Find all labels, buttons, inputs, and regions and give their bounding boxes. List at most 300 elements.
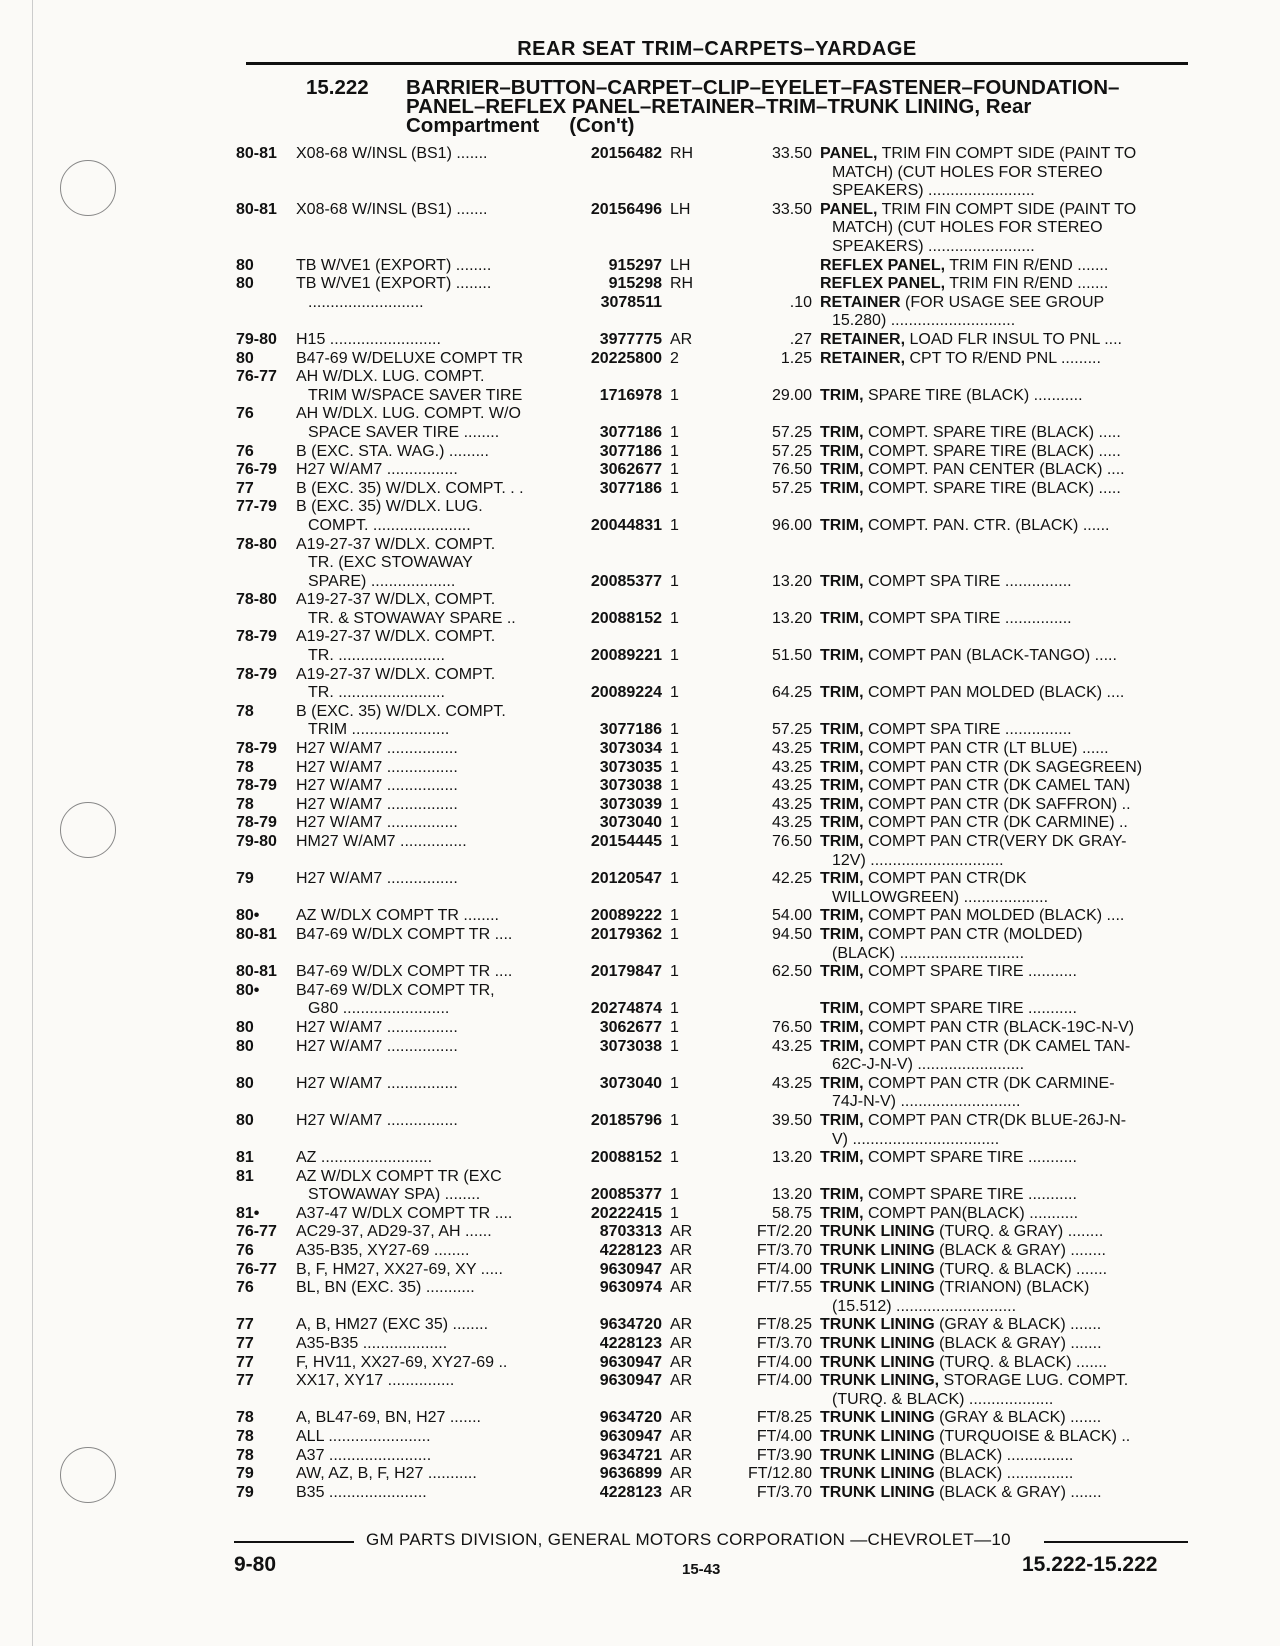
description-text: COMPT PAN CTR (BLACK-19C-N-V) — [863, 1018, 1135, 1036]
table-row — [236, 666, 1188, 685]
model-line: H27 W/AM7 ................ — [296, 795, 458, 813]
description-cell — [820, 1484, 1188, 1503]
item-name: TRUNK LINING — [820, 1316, 935, 1334]
item-name: TRIM, — [820, 907, 864, 925]
item-name: TRUNK LINING — [820, 1353, 935, 1371]
description-line — [820, 331, 1188, 350]
year-cell: 78 — [236, 1409, 254, 1427]
description-text: COMPT PAN CTR (DK CARMINE- — [863, 1074, 1115, 1092]
part-number-cell: 8703313 — [599, 1223, 662, 1241]
table-row — [236, 721, 1188, 740]
description-line — [820, 145, 1188, 164]
item-name: TRUNK LINING — [820, 1223, 935, 1241]
footer-rule-right — [1044, 1541, 1188, 1543]
model-cell — [296, 1484, 571, 1503]
quantity-cell: 1 — [670, 386, 679, 404]
model-line: COMPT. ...................... — [308, 516, 471, 534]
price-cell: FT/3.90 — [756, 1446, 812, 1464]
price-cell: FT/3.70 — [756, 1242, 812, 1260]
description-line — [820, 461, 1188, 480]
description-cell — [820, 1261, 1188, 1280]
description-cell — [820, 1000, 1188, 1019]
model-cell — [296, 740, 571, 759]
description-line: (15.512) ........................... — [832, 1297, 1017, 1315]
model-cell — [296, 145, 571, 164]
quantity-cell: 1 — [670, 609, 679, 627]
description-line: MATCH) (CUT HOLES FOR STEREO — [832, 219, 1103, 237]
description-cell — [820, 1428, 1188, 1447]
description-cell — [820, 1372, 1188, 1409]
model-line: A37-47 W/DLX COMPT TR .... — [296, 1204, 513, 1222]
model-line: H15 ......................... — [296, 330, 441, 348]
year-cell: 77-79 — [236, 498, 277, 516]
description-text: COMPT PAN MOLDED (BLACK) .... — [863, 907, 1125, 925]
year-cell: 78 — [236, 1446, 254, 1464]
description-cell — [820, 145, 1188, 201]
item-name: TRIM, — [820, 647, 864, 665]
model-line: X08-68 W/INSL (BS1) ....... — [296, 145, 488, 162]
quantity-cell: 1 — [670, 758, 679, 776]
price-cell: 43.25 — [771, 758, 812, 776]
model-line: H27 W/AM7 ................ — [296, 758, 458, 776]
description-text: COMPT PAN (BLACK-TANGO) ..... — [863, 647, 1117, 665]
description-line — [820, 1447, 1188, 1466]
description-text: COMPT PAN(BLACK) ........... — [863, 1204, 1079, 1222]
price-cell: FT/3.70 — [756, 1483, 812, 1501]
model-line: F, HV11, XX27-69, XY27-69 .. — [296, 1353, 508, 1371]
model-line: TR. & STOWAWAY SPARE .. — [308, 609, 516, 627]
table-row — [236, 1428, 1188, 1447]
description-text: (TURQ. & BLACK) ....... — [934, 1353, 1108, 1371]
year-cell: 80 — [236, 349, 254, 367]
description-line — [820, 1354, 1188, 1373]
model-cell — [296, 870, 571, 889]
item-name: TRIM, — [820, 721, 864, 739]
price-cell: FT/4.00 — [756, 1372, 812, 1390]
description-cell — [820, 1223, 1188, 1242]
item-name: RETAINER, — [820, 349, 906, 367]
item-name: TRIM, — [820, 423, 864, 441]
table-row — [236, 405, 1188, 424]
model-line: B47-69 W/DLX COMPT TR, — [296, 981, 495, 999]
model-cell — [296, 1149, 571, 1168]
part-number-cell: 9630947 — [599, 1428, 662, 1445]
table-row — [236, 517, 1188, 536]
item-name: TRUNK LINING, — [820, 1372, 940, 1390]
model-line: B47-69 W/DELUXE COMPT TR — [296, 349, 524, 367]
model-line: TR. (EXC STOWAWAY — [308, 554, 473, 572]
table-row — [236, 1372, 1188, 1409]
price-cell: 29.00 — [771, 386, 812, 404]
item-name: TRIM, — [820, 795, 864, 813]
description-cell — [820, 573, 1188, 592]
description-line — [820, 1075, 1188, 1094]
model-cell — [296, 1019, 571, 1038]
quantity-cell: 1 — [670, 647, 679, 665]
year-cell: 76 — [236, 405, 254, 423]
part-number-cell: 3062677 — [599, 1018, 662, 1036]
description-cell — [820, 1447, 1188, 1466]
quantity-cell: AR — [670, 1279, 693, 1297]
model-cell — [296, 294, 571, 313]
model-line: TR. ........................ — [308, 684, 445, 702]
table-row — [236, 573, 1188, 592]
model-cell — [296, 480, 571, 499]
table-row — [236, 1279, 1188, 1316]
table-row — [236, 1465, 1188, 1484]
quantity-cell: 1 — [670, 1074, 679, 1092]
description-cell — [820, 907, 1188, 926]
part-number-cell: 9630947 — [599, 1260, 662, 1278]
quantity-cell: AR — [670, 1353, 693, 1371]
table-row — [236, 870, 1188, 907]
model-cell — [296, 368, 571, 387]
year-cell: 78-79 — [236, 814, 277, 832]
quantity-cell: AR — [670, 1335, 693, 1353]
quantity-cell: AR — [670, 1446, 693, 1464]
model-line: HM27 W/AM7 ............... — [296, 833, 467, 850]
quantity-cell: 1 — [670, 833, 679, 850]
footer-group-range: 15.222-15.222 — [1022, 1553, 1158, 1576]
quantity-cell: AR — [670, 1223, 693, 1241]
description-line — [820, 777, 1188, 796]
quantity-cell: 1 — [670, 721, 679, 739]
model-line: B (EXC. STA. WAG.) ......... — [296, 442, 489, 460]
price-cell: 76.50 — [771, 1018, 812, 1036]
model-cell — [296, 796, 571, 815]
part-number-cell: 20185796 — [590, 1111, 662, 1129]
quantity-cell: 1 — [670, 516, 679, 534]
quantity-cell: 1 — [670, 1186, 679, 1204]
description-line — [820, 1223, 1188, 1242]
quantity-cell: 1 — [670, 795, 679, 813]
year-cell: 78-80 — [236, 535, 277, 553]
quantity-cell: AR — [670, 1428, 693, 1445]
description-cell — [820, 684, 1188, 703]
table-row — [236, 796, 1188, 815]
price-cell: 58.75 — [771, 1204, 812, 1222]
part-number-cell: 3073035 — [599, 758, 662, 776]
description-line — [820, 573, 1188, 592]
price-cell: 43.25 — [771, 814, 812, 832]
quantity-cell: AR — [670, 1409, 693, 1427]
model-cell — [296, 1447, 571, 1466]
part-number-cell: 3077186 — [599, 442, 662, 460]
part-number-cell: 20274874 — [590, 1000, 662, 1018]
table-row — [236, 1335, 1188, 1354]
model-line: A19-27-37 W/DLX. COMPT. — [296, 535, 496, 553]
model-line: H27 W/AM7 ................ — [296, 1018, 458, 1036]
description-cell — [820, 740, 1188, 759]
part-number-cell: 20089222 — [590, 907, 662, 925]
table-row — [236, 257, 1188, 276]
description-line: MATCH) (CUT HOLES FOR STEREO — [832, 163, 1103, 181]
description-line — [820, 740, 1188, 759]
price-cell: .10 — [789, 293, 812, 311]
description-line — [820, 350, 1188, 369]
item-name: TRIM, — [820, 758, 864, 776]
model-cell — [296, 1186, 571, 1205]
part-number-cell: 915298 — [608, 275, 662, 293]
model-line: H27 W/AM7 ................ — [296, 1037, 458, 1055]
description-text: (BLACK) ............... — [934, 1465, 1074, 1483]
year-cell: 77 — [236, 1316, 254, 1334]
part-number-cell: 20156482 — [590, 145, 662, 162]
table-row — [236, 814, 1188, 833]
year-cell: 80 — [236, 1037, 254, 1055]
price-cell: 57.25 — [771, 479, 812, 497]
description-line — [820, 1038, 1188, 1057]
continued-label: (Con't) — [569, 114, 635, 137]
part-number-cell: 4228123 — [599, 1335, 662, 1353]
price-cell: 57.25 — [771, 442, 812, 460]
part-number-cell: 9630947 — [599, 1372, 662, 1390]
item-name: TRIM, — [820, 1204, 864, 1222]
price-cell: 43.25 — [771, 795, 812, 813]
table-row — [236, 498, 1188, 517]
year-cell: 78 — [236, 758, 254, 776]
part-number-cell: 3073039 — [599, 795, 662, 813]
model-line: B (EXC. 35) W/DLX. COMPT. . . — [296, 479, 524, 497]
year-cell: 80-81 — [236, 145, 277, 162]
description-line — [820, 1186, 1188, 1205]
quantity-cell: LH — [670, 256, 691, 274]
description-line — [820, 721, 1188, 740]
description-cell — [820, 294, 1188, 331]
item-name: TRIM, — [820, 833, 864, 850]
item-name: TRIM, — [820, 777, 864, 795]
part-number-cell: 20089221 — [590, 647, 662, 665]
description-line — [820, 275, 1188, 294]
quantity-cell: 1 — [670, 461, 679, 479]
quantity-cell: 1 — [670, 1111, 679, 1129]
item-name: TRIM, — [820, 870, 864, 888]
model-cell — [296, 666, 571, 685]
description-text: COMPT PAN CTR(DK — [863, 870, 1027, 888]
model-line: TRIM W/SPACE SAVER TIRE — [308, 386, 523, 404]
section-title-line-1: BARRIER–BUTTON–CARPET–CLIP–EYELET–FASTENER–FOUNDATION– — [406, 76, 1120, 99]
model-line: H27 W/AM7 ................ — [296, 777, 458, 795]
item-name: TRUNK LINING — [820, 1465, 935, 1483]
price-cell: 13.20 — [771, 609, 812, 627]
description-text: COMPT SPARE TIRE ........... — [863, 1149, 1077, 1167]
quantity-cell: 2 — [670, 349, 679, 367]
model-line: ALL ....................... — [296, 1428, 431, 1445]
model-line: B (EXC. 35) W/DLX. LUG. — [296, 498, 483, 516]
part-number-cell: 9634720 — [599, 1316, 662, 1334]
description-cell — [820, 461, 1188, 480]
model-cell — [296, 201, 571, 220]
description-text: COMPT PAN CTR (DK CARMINE) .. — [863, 814, 1128, 832]
model-line: A37 ....................... — [296, 1446, 432, 1464]
item-name: TRIM, — [820, 572, 864, 590]
section-number: 15.222 — [306, 76, 369, 99]
table-row — [236, 907, 1188, 926]
description-line — [820, 1372, 1188, 1391]
quantity-cell: RH — [670, 145, 694, 162]
price-cell: FT/3.70 — [756, 1335, 812, 1353]
description-cell — [820, 926, 1188, 963]
description-text: COMPT. PAN. CTR. (BLACK) ...... — [863, 516, 1110, 534]
description-line: 62C-J-N-V) ........................ — [832, 1056, 1025, 1074]
item-name: TRIM, — [820, 963, 864, 981]
table-row — [236, 1447, 1188, 1466]
price-cell: FT/8.25 — [756, 1316, 812, 1334]
part-number-cell: 3073040 — [599, 1074, 662, 1092]
description-text: COMPT. PAN CENTER (BLACK) .... — [863, 461, 1125, 479]
model-line: A, BL47-69, BN, H27 ....... — [296, 1409, 481, 1427]
price-cell: 57.25 — [771, 721, 812, 739]
year-cell: 80 — [236, 1074, 254, 1092]
item-name: TRIM, — [820, 479, 864, 497]
description-line: SPEAKERS) ........................ — [832, 182, 1035, 200]
description-cell — [820, 257, 1188, 276]
description-line — [820, 684, 1188, 703]
model-cell — [296, 1372, 571, 1391]
part-number-cell: 20044831 — [590, 516, 662, 534]
year-cell: 80 — [236, 1018, 254, 1036]
description-text: (BLACK & GRAY) ........ — [934, 1242, 1106, 1260]
quantity-cell: 1 — [670, 1037, 679, 1055]
price-cell: 76.50 — [771, 461, 812, 479]
price-cell: .27 — [789, 330, 812, 348]
model-cell — [296, 573, 571, 592]
year-cell: 79-80 — [236, 833, 277, 850]
table-row — [236, 1149, 1188, 1168]
part-number-cell: 3077186 — [599, 721, 662, 739]
model-cell — [296, 1205, 571, 1224]
description-text: COMPT SPARE TIRE ........... — [863, 963, 1077, 981]
quantity-cell: 1 — [670, 479, 679, 497]
item-name: TRIM, — [820, 1018, 864, 1036]
header-rule — [246, 62, 1188, 65]
quantity-cell: 1 — [670, 814, 679, 832]
model-line: SPARE) ................... — [308, 572, 456, 590]
price-cell: 13.20 — [771, 572, 812, 590]
description-text: COMPT PAN CTR(VERY DK GRAY- — [863, 833, 1127, 850]
description-text: COMPT SPA TIRE ............... — [863, 609, 1072, 627]
description-cell — [820, 1038, 1188, 1075]
model-cell — [296, 424, 571, 443]
table-row — [236, 833, 1188, 870]
part-number-cell: 3073034 — [599, 740, 662, 758]
item-name: TRUNK LINING — [820, 1446, 935, 1464]
description-line — [820, 1428, 1188, 1447]
description-text: COMPT PAN MOLDED (BLACK) .... — [863, 684, 1125, 702]
price-cell: 13.20 — [771, 1149, 812, 1167]
price-cell: 62.50 — [771, 963, 812, 981]
table-row — [236, 480, 1188, 499]
quantity-cell: 1 — [670, 684, 679, 702]
model-line: A, B, HM27 (EXC 35) ........ — [296, 1316, 489, 1334]
model-cell — [296, 1354, 571, 1373]
table-row — [236, 777, 1188, 796]
description-line — [820, 1112, 1188, 1131]
item-name: TRIM, — [820, 925, 864, 943]
parts-table — [236, 145, 1188, 1502]
description-cell — [820, 1354, 1188, 1373]
description-text: COMPT SPARE TIRE ........... — [863, 1000, 1077, 1018]
item-name: TRIM, — [820, 1149, 864, 1167]
model-cell — [296, 387, 571, 406]
item-name: PANEL, — [820, 145, 878, 162]
year-cell: 76-77 — [236, 368, 277, 386]
price-cell: FT/4.00 — [756, 1260, 812, 1278]
description-text: STORAGE LUG. COMPT. — [939, 1372, 1129, 1390]
model-line: AZ W/DLX COMPT TR (EXC — [296, 1167, 502, 1185]
price-cell: 33.50 — [771, 145, 812, 162]
description-line — [820, 1261, 1188, 1280]
table-row — [236, 591, 1188, 610]
model-line: H27 W/AM7 ................ — [296, 814, 458, 832]
description-text: (TURQ. & BLACK) ....... — [934, 1260, 1108, 1278]
part-number-cell: 20225800 — [590, 349, 662, 367]
description-text: COMPT. SPARE TIRE (BLACK) ..... — [863, 423, 1121, 441]
description-text: COMPT PAN CTR (DK SAGEGREEN) — [863, 758, 1143, 776]
table-row — [236, 331, 1188, 350]
description-text: COMPT. SPARE TIRE (BLACK) ..... — [863, 442, 1121, 460]
table-row — [236, 610, 1188, 629]
quantity-cell: 1 — [670, 777, 679, 795]
year-cell: 76-77 — [236, 1260, 277, 1278]
description-text: COMPT SPA TIRE ............... — [863, 721, 1072, 739]
model-cell — [296, 591, 571, 610]
year-cell: 78-79 — [236, 628, 277, 646]
model-cell — [296, 1261, 571, 1280]
item-name: TRIM, — [820, 1037, 864, 1055]
price-cell: 54.00 — [771, 907, 812, 925]
table-row — [236, 1484, 1188, 1503]
price-cell: 57.25 — [771, 423, 812, 441]
model-line: H27 W/AM7 ................ — [296, 870, 458, 888]
model-line: AC29-37, AD29-37, AH ...... — [296, 1223, 492, 1241]
part-number-cell: 1716978 — [599, 386, 662, 404]
model-cell — [296, 1242, 571, 1261]
model-cell — [296, 443, 571, 462]
quantity-cell: RH — [670, 275, 694, 293]
table-row — [236, 1205, 1188, 1224]
table-row — [236, 1354, 1188, 1373]
description-text: COMPT PAN CTR (DK CAMEL TAN- — [863, 1037, 1131, 1055]
part-number-cell: 20085377 — [590, 572, 662, 590]
price-cell: 96.00 — [771, 516, 812, 534]
model-line: TR. ........................ — [308, 647, 445, 665]
description-text: COMPT PAN CTR (DK SAFFRON) .. — [863, 795, 1131, 813]
table-row — [236, 554, 1188, 573]
model-cell — [296, 963, 571, 982]
model-cell — [296, 926, 571, 945]
model-line: AZ W/DLX COMPT TR ........ — [296, 907, 499, 925]
table-row — [236, 647, 1188, 666]
description-text: COMPT SPARE TIRE ........... — [863, 1186, 1077, 1204]
quantity-cell: 1 — [670, 423, 679, 441]
item-name: REFLEX PANEL, — [820, 256, 946, 274]
year-cell: 79 — [236, 1465, 254, 1483]
table-row — [236, 294, 1188, 331]
section-heading — [306, 78, 1186, 135]
item-name: TRUNK LINING — [820, 1242, 935, 1260]
description-cell — [820, 610, 1188, 629]
footer-publisher: GM PARTS DIVISION, GENERAL MOTORS CORPORATION —CHEVROLET—10 — [366, 1530, 1011, 1549]
quantity-cell: 1 — [670, 963, 679, 981]
model-line: B47-69 W/DLX COMPT TR .... — [296, 925, 513, 943]
part-number-cell: 3073038 — [599, 1037, 662, 1055]
item-name: TRIM, — [820, 740, 864, 758]
description-line — [820, 294, 1188, 313]
table-row — [236, 368, 1188, 387]
price-cell: 94.50 — [771, 925, 812, 943]
price-cell: 64.25 — [771, 684, 812, 702]
